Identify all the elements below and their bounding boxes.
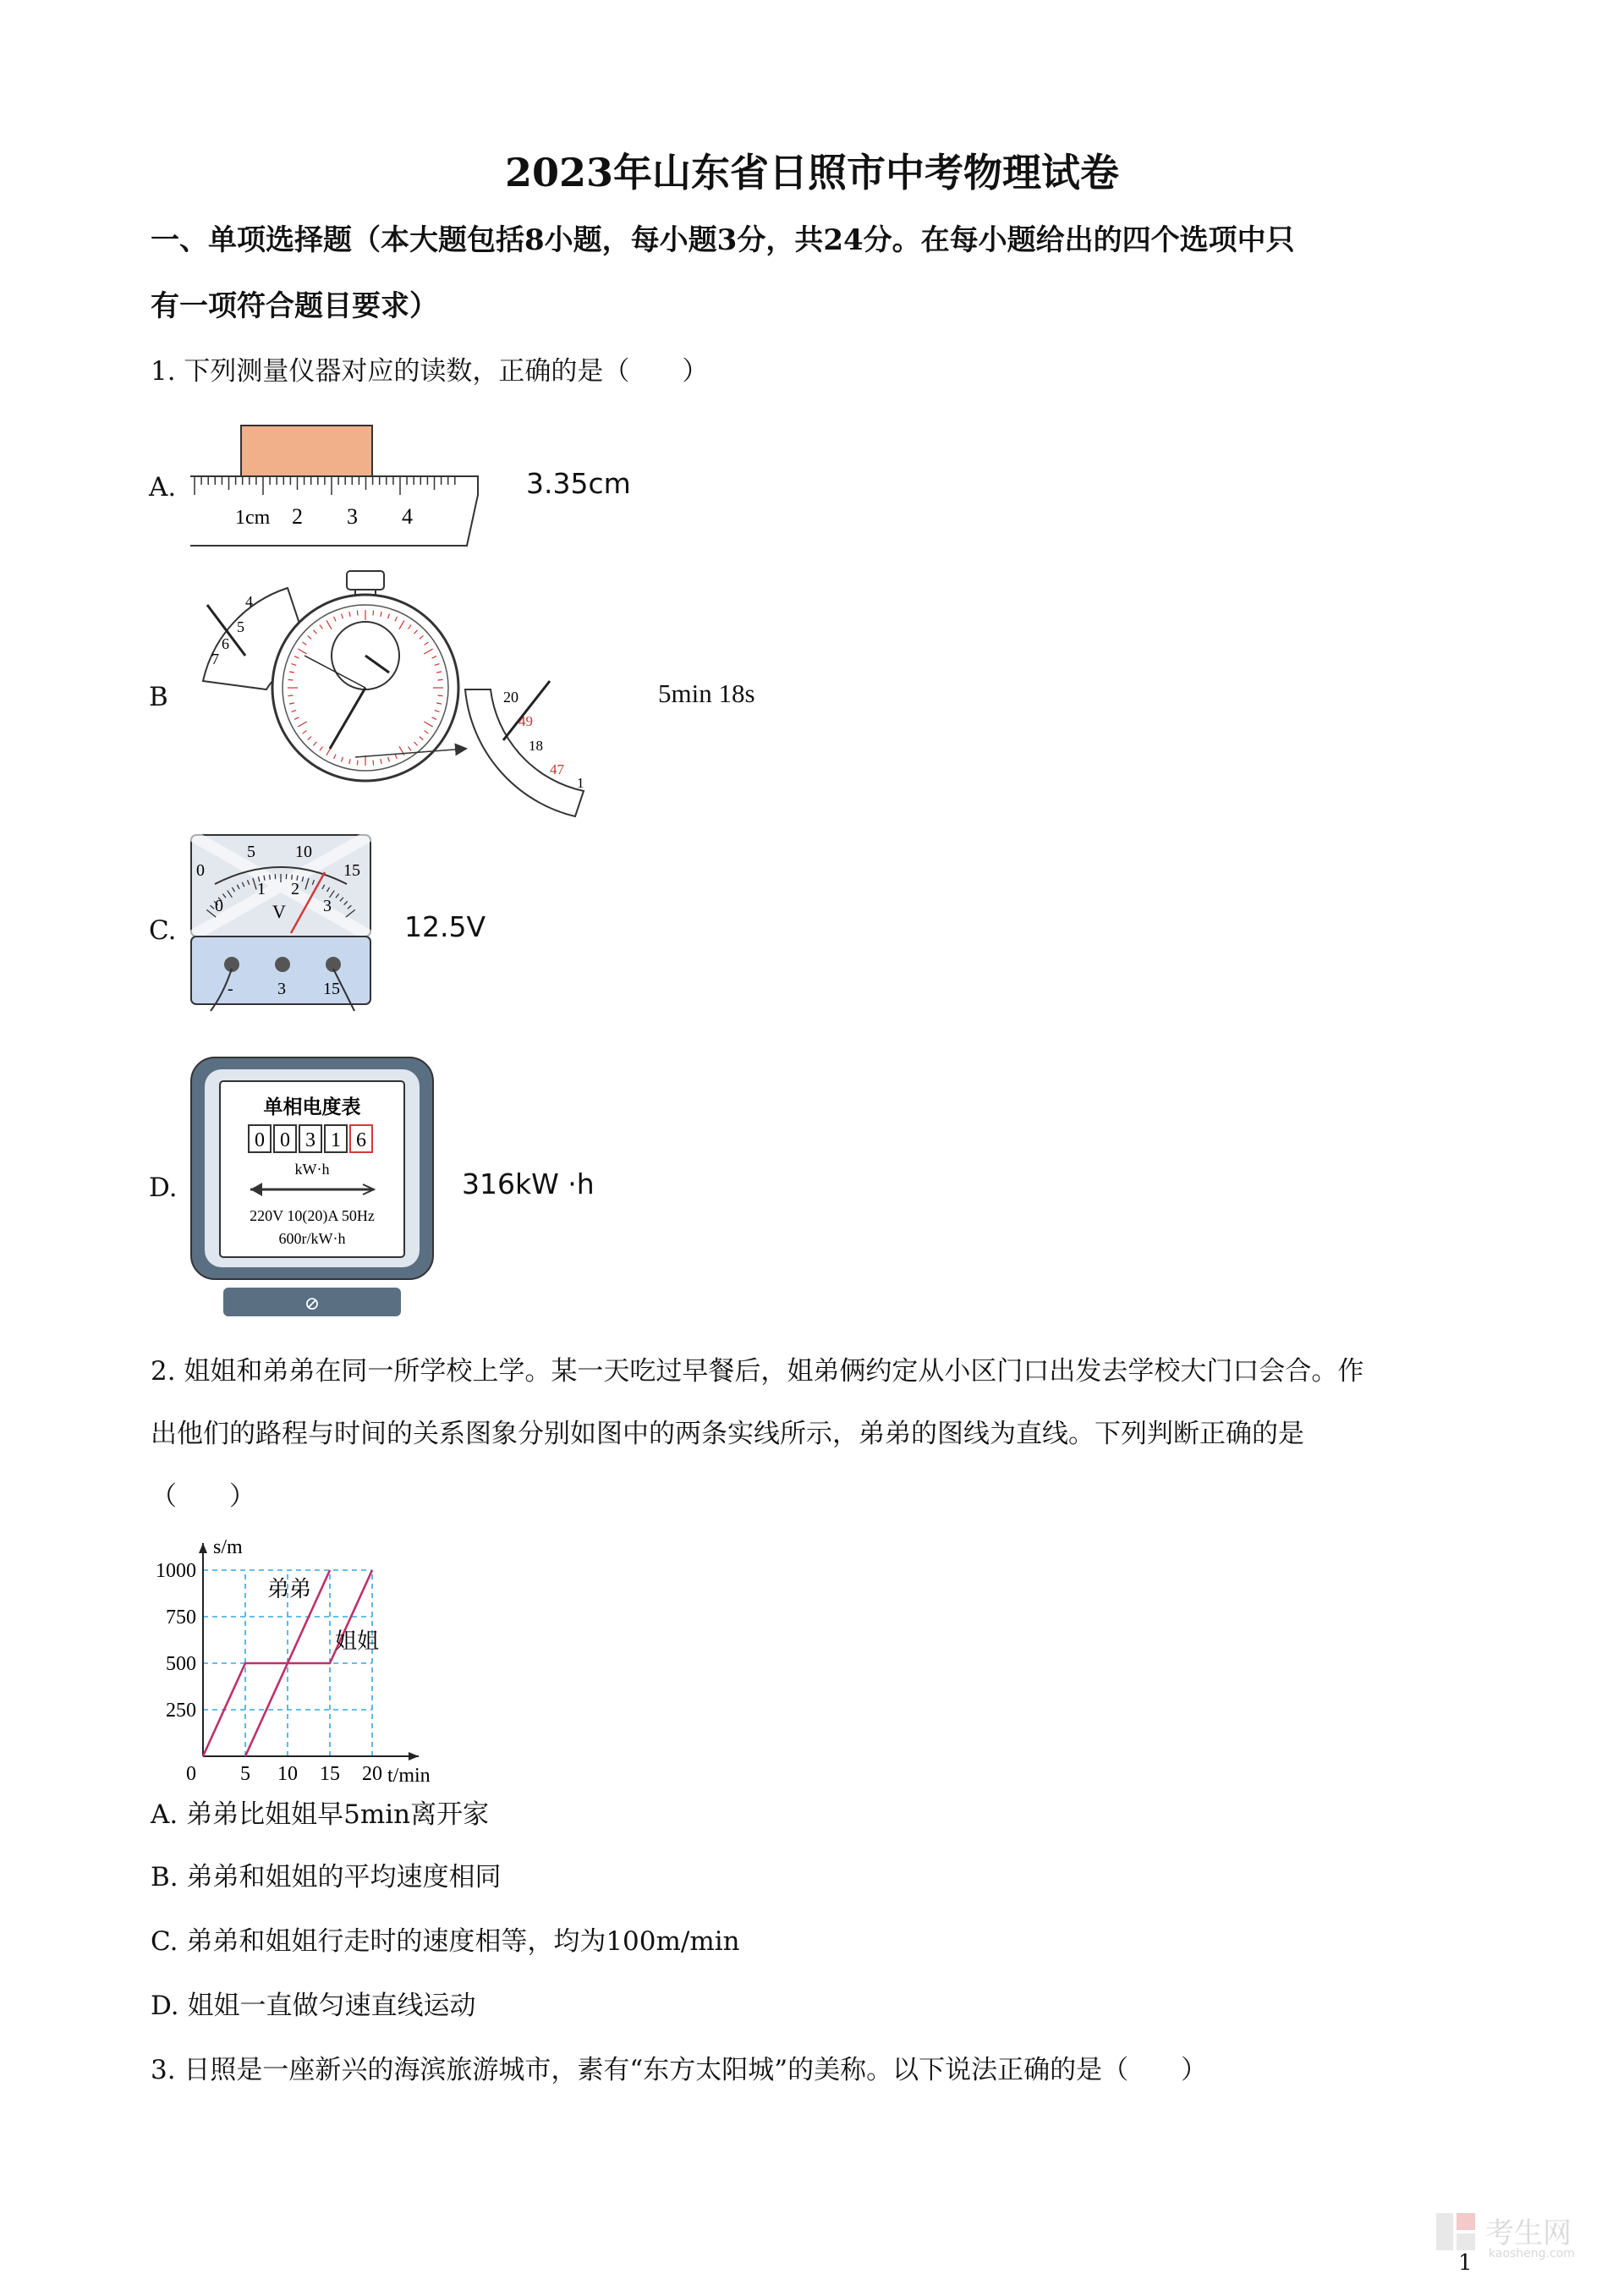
st-chart bbox=[140, 1523, 479, 1785]
q3-stem: 3. 日照是一座新兴的海滨旅游城市，素有“东方太阳城”的美称。以下说法正确的是（ ） bbox=[151, 2055, 1208, 2085]
svg-text:47: 47 bbox=[550, 761, 564, 777]
q2-option-a: A. 弟弟比姐姐早5min离开家 bbox=[151, 1799, 490, 1830]
q2-option-c: C. 弟弟和姐姐行走时的速度相等，均为100m/min bbox=[151, 1926, 740, 1957]
meter-digit: 0 bbox=[255, 1129, 265, 1151]
svg-text:单相电度表: 单相电度表 bbox=[263, 1096, 361, 1118]
svg-text:600r/kW·h: 600r/kW·h bbox=[278, 1230, 346, 1247]
q2-stem-line1: 2. 姐姐和弟弟在同一所学校上学。某一天吃过早餐后，姐弟俩约定从小区门口出发去学校大门口会合。作 bbox=[151, 1356, 1364, 1387]
svg-text:⊘: ⊘ bbox=[304, 1293, 321, 1314]
svg-text:3: 3 bbox=[277, 980, 286, 998]
x-axis-label: t/min bbox=[387, 1765, 431, 1785]
series-label-1: 姐姐 bbox=[335, 1629, 380, 1654]
q1-option-b-reading: 5min 18s bbox=[658, 678, 755, 708]
watermark-logo-icon bbox=[1431, 2208, 1490, 2259]
q1-option-a-label: A. bbox=[149, 472, 177, 503]
q1-option-a-reading: 3.35cm bbox=[526, 467, 631, 500]
svg-text:20: 20 bbox=[503, 689, 518, 706]
section-heading-line1: 一、单项选择题（本大题包括8小题，每小题3分，共24分。在每小题给出的四个选项中只 bbox=[151, 223, 1295, 257]
x-tick-label: 20 bbox=[362, 1763, 382, 1785]
ruler-label-3: 3 bbox=[347, 504, 358, 529]
svg-text:7: 7 bbox=[211, 651, 219, 667]
section-heading-line2: 有一项符合题目要求） bbox=[151, 289, 438, 323]
watermark-url: kaosheng.com bbox=[1489, 2247, 1575, 2260]
svg-text:6: 6 bbox=[222, 635, 229, 652]
q2-option-d: D. 姐姐一直做匀速直线运动 bbox=[151, 1991, 476, 2021]
x-tick-label: 0 bbox=[186, 1763, 196, 1785]
y-tick-label: 750 bbox=[166, 1607, 196, 1629]
meter-digit: 3 bbox=[305, 1129, 315, 1151]
svg-text:2: 2 bbox=[291, 880, 299, 898]
zoom-right bbox=[465, 689, 584, 816]
ruler-label-4: 4 bbox=[402, 504, 413, 529]
svg-text:5: 5 bbox=[247, 843, 255, 861]
svg-text:0: 0 bbox=[196, 861, 205, 880]
y-axis-label: s/m bbox=[213, 1536, 243, 1558]
q2-stem-line3: （ ） bbox=[151, 1481, 255, 1512]
ruler-figure bbox=[186, 419, 499, 554]
meter-digit: 1 bbox=[331, 1129, 341, 1151]
svg-text:3: 3 bbox=[323, 897, 332, 915]
svg-text:220V 10(20)A 50Hz: 220V 10(20)A 50Hz bbox=[250, 1207, 375, 1224]
q1-option-b-label: B bbox=[149, 682, 168, 712]
electric-meter-figure bbox=[189, 1056, 443, 1327]
svg-text:4: 4 bbox=[245, 593, 253, 610]
q2-option-b: B. 弟弟和姐姐的平均速度相同 bbox=[151, 1862, 502, 1892]
svg-text:1: 1 bbox=[257, 880, 266, 898]
y-axis-arrow bbox=[199, 1543, 207, 1553]
svg-text:49: 49 bbox=[518, 713, 533, 729]
svg-text:15: 15 bbox=[343, 861, 360, 880]
y-tick-label: 1000 bbox=[156, 1560, 196, 1582]
series-label-0: 弟弟 bbox=[267, 1576, 312, 1601]
svg-text:18: 18 bbox=[529, 738, 543, 754]
svg-text:-: - bbox=[228, 980, 233, 998]
meter-digit: 6 bbox=[356, 1129, 366, 1151]
svg-text:10: 10 bbox=[295, 843, 312, 861]
voltmeter-figure bbox=[189, 833, 376, 1015]
x-tick-label: 10 bbox=[277, 1763, 298, 1785]
watch-crown bbox=[347, 571, 384, 590]
svg-text:1: 1 bbox=[577, 775, 584, 791]
ruler-label-2: 2 bbox=[292, 504, 303, 529]
page-number: 1 bbox=[1458, 2250, 1473, 2276]
q1-option-c-reading: 12.5V bbox=[404, 910, 486, 943]
page-title: 2023年山东省日照市中考物理试卷 bbox=[504, 150, 1120, 195]
q1-option-d-label: D. bbox=[149, 1173, 178, 1203]
ruler-label-1: 1cm bbox=[235, 507, 271, 529]
svg-text:15: 15 bbox=[323, 980, 340, 998]
x-tick-label: 15 bbox=[320, 1763, 340, 1785]
svg-text:kW·h: kW·h bbox=[294, 1161, 330, 1178]
x-axis-arrow bbox=[409, 1752, 419, 1760]
q1-option-d-reading: 316kW ·h bbox=[462, 1167, 595, 1200]
stopwatch-figure bbox=[186, 563, 626, 825]
meter-digit: 0 bbox=[280, 1129, 290, 1151]
ruler-block bbox=[241, 426, 372, 476]
y-tick-label: 500 bbox=[166, 1653, 196, 1675]
watermark-brand: 考生网 bbox=[1485, 2216, 1572, 2250]
svg-text:0: 0 bbox=[215, 897, 223, 915]
q1-stem: 1. 下列测量仪器对应的读数，正确的是（ ） bbox=[151, 356, 709, 387]
svg-text:5: 5 bbox=[237, 618, 244, 635]
svg-text:V: V bbox=[272, 901, 286, 922]
q2-stem-line2: 出他们的路程与时间的关系图象分别如图中的两条实线所示，弟弟的图线为直线。下列判断正确的是 bbox=[151, 1419, 1304, 1449]
q1-option-c-label: C. bbox=[149, 915, 177, 946]
x-tick-label: 5 bbox=[240, 1763, 250, 1785]
y-tick-label: 250 bbox=[166, 1700, 196, 1722]
